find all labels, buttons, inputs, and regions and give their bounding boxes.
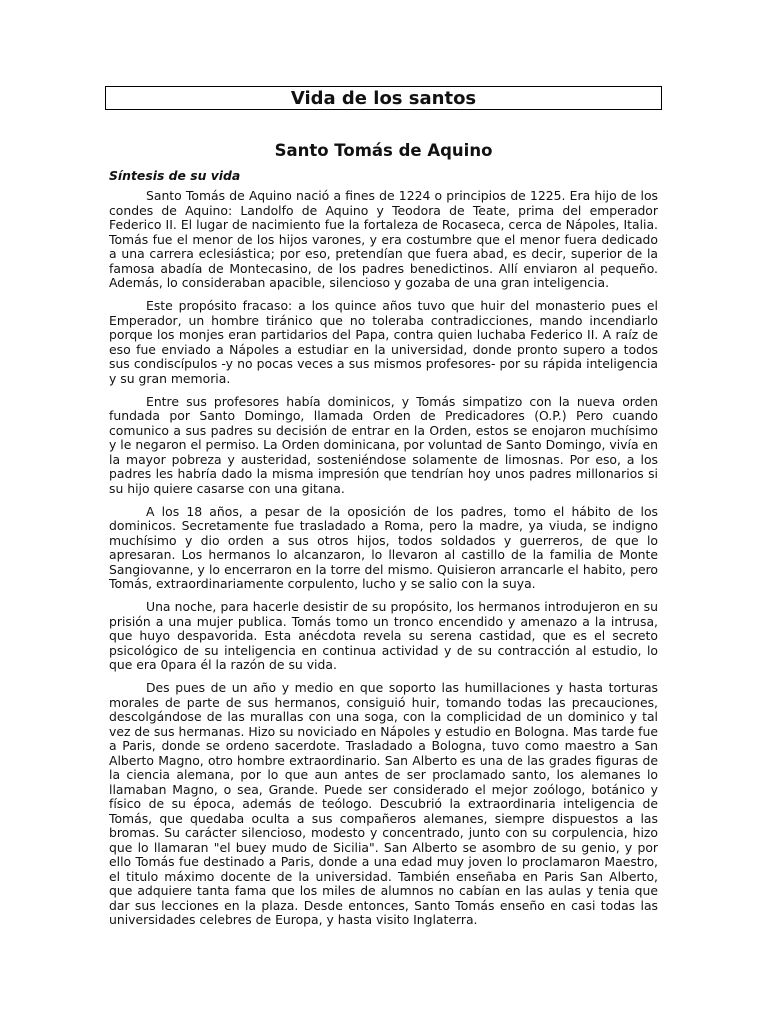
paragraph: Este propósito fracaso: a los quince años tuvo que huir del monasterio pues el Emperador, un hombre tiránico que no toleraba contradicciones, mando incendiarlo porque los monjes eran partidarios del Papa, contra quien luchaba Federico II. A raíz de eso fue enviado a Nápoles a estudiar en la universidad, donde pronto supero a todos sus condiscípulos -y no pocas veces a sus mismos profesores- por su rápida inteligencia y su gran memoria. bbox=[109, 298, 658, 386]
paragraph: Santo Tomás de Aquino nació a fines de 1224 o principios de 1225. Era hijo de los condes de Aquino: Landolfo de Aquino y Teodora de Teate, prima del emperador Federico II. El lugar de nacimiento fue la fortaleza de Rocaseca, cerca de Nápoles, Italia. Tomás fue el menor de los hijos varones, y era costumbre que el menor fuera dedicado a una carrera eclesiástica; por eso, pretendían que fuera abad, es decir, superior de la famosa abadía de Montecasino, de los padres benedictinos. Allí enviaron al pequeño. Además, lo consideraban apacible, silencioso y gozaba de una gran inteligencia. bbox=[109, 188, 658, 290]
header-title: Vida de los santos bbox=[290, 88, 477, 109]
paragraph: A los 18 años, a pesar de la oposición de los padres, tomo el hábito de los dominicos. Secretamente fue trasladado a Roma, pero la madre, ya viuda, se indigno muchísimo y dio orden a sus otros hijos, todos soldados y guerreros, de que lo apresaran. Los hermanos lo alcanzaron, lo llevaron al castillo de la familia de Monte Sangiovanne, y lo encerraron en la torre del mismo. Quisieron arrancarle el habito, pero Tomás, extraordinariamente corpulento, lucho y se salio con la suya. bbox=[109, 503, 658, 591]
article-title: Santo Tomás de Aquino bbox=[274, 141, 493, 160]
document-page bbox=[109, 86, 658, 928]
document-header bbox=[105, 86, 662, 110]
paragraph: Des pues de un año y medio en que soporto las humillaciones y hasta torturas morales de parte de sus hermanos, consiguió huir, tomando todas las precauciones, descolgándose de las murallas con una soga, con la complicidad de un dominico y tal vez de sus hermanas. Hizo su noviciado en Nápoles y estudio en Bologna. Mas tarde fue a Paris, donde se ordeno sacerdote. Trasladado a Bologna, tuvo como maestro a San Alberto Magno, otro hombre extraordinario. San Alberto es una de las grades figuras de la ciencia alemana, por lo que aun antes de ser proclamado santo, los alemanes lo llamaban Magno, o sea, Grande. Puede ser considerado el mejor zoólogo, botánico y físico de su época, además de teólogo. Descubrió la extraordinaria inteligencia de Tomás, que quedaba oculta a sus compañeros alemanes, siempre dispuestos a las bromas. Su carácter silencioso, modesto y concentrado, junto con su corpulencia, hizo que lo llamaran "el buey mudo de Sicilia". San Alberto se asombro de su genio, y por ello Tomás fue destinado a Paris, donde a una edad muy joven lo proclamaron Maestro, el titulo máximo docente de la universidad. También enseñaba en Paris San Alberto, que adquiere tanta fama que los miles de alumnos no cabían en las aulas y tenia que dar sus lecciones en la plaza. Desde entonces, Santo Tomás enseño en casi todas las universidades celebres de Europa, y hasta visito Inglaterra. bbox=[109, 680, 658, 927]
paragraph: Entre sus profesores había dominicos, y Tomás simpatizo con la nueva orden fundada por Santo Domingo, llamada Orden de Predicadores (O.P.) Pero cuando comunico a sus padres su decisión de entrar en la Orden, estos se enojaron muchísimo y le negaron el permiso. La Orden dominicana, por voluntad de Santo Domingo, vivía en la mayor pobreza y austeridad, sosteniéndose solamente de limosnas. Por eso, a los padres les habría dado la misma impresión que tendrían hoy unos padres millonarios si su hijo quiere casarse con una gitana. bbox=[109, 393, 658, 496]
paragraph: Una noche, para hacerle desistir de su propósito, los hermanos introdujeron en su prisión a una mujer publica. Tomás tomo un tronco encendido y amenazo a la intrusa, que huyo despavorida. Esta anécdota revela su serena castidad, que es el secreto psicológico de su inteligencia en continua actividad y de su contracción al estudio, lo que era 0para él la razón de su vida. bbox=[109, 599, 658, 672]
article-subtitle: Síntesis de su vida bbox=[109, 168, 241, 183]
